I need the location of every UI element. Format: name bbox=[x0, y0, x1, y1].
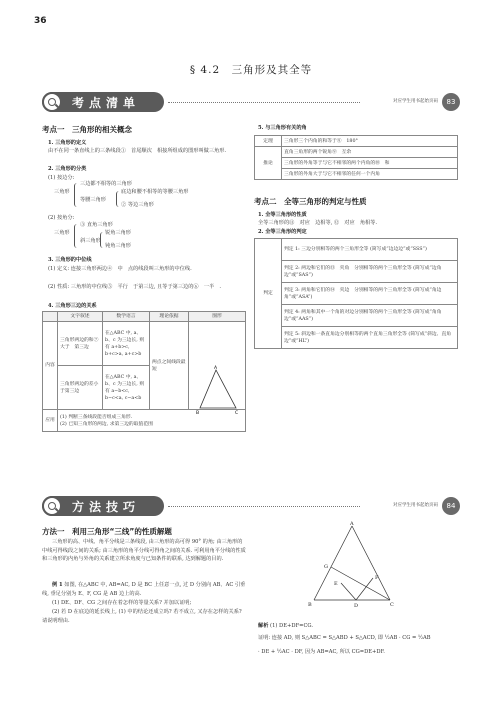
section-page-badge: 84 bbox=[442, 497, 460, 515]
solution-line-2: 证明: 连接 AD, 则 S△ABC = S△ABD + S△ACD, 即 ½AB · CG = ½AB bbox=[258, 635, 431, 641]
example-label: 例 1 bbox=[52, 582, 63, 588]
relation-title: 4. 三角形三边的关系 bbox=[48, 303, 97, 309]
table-cell: 判定 1: 三边分别相等的两个三角形全等 (简写成“边边边”或“SSS”) bbox=[282, 239, 458, 261]
midline-def: (1) 定义: 连接三角形两边④ 中 点的线段叫三角形的中位线. bbox=[48, 266, 192, 272]
question-2: (2) 若 D 在底边的延长线上, (1) 中的结论还成立吗? 若不成立, 又存在怎样的关系? 请说明理由. bbox=[42, 609, 242, 624]
triangle-diagram bbox=[196, 364, 240, 416]
angle-oblique: 斜三角形 bbox=[80, 238, 101, 244]
angle-right: ③ 直角三角形 bbox=[80, 222, 113, 228]
method-heading: 方法一 利用三角形“三线”的性质解题 bbox=[42, 527, 172, 536]
side-isosceles: 等腰三角形 bbox=[80, 197, 106, 203]
vertex-label: D bbox=[354, 603, 359, 608]
angle-table-title: 5. 与三角形有关的角 bbox=[258, 125, 307, 131]
kd1-heading: 考点一 三角形的相关概念 bbox=[42, 125, 132, 134]
col-header: 数学语言 bbox=[103, 312, 150, 322]
col-header: 理论依据 bbox=[150, 312, 189, 322]
table-cell: 直角三角形的两个锐角⑨ 互余 bbox=[282, 147, 458, 158]
row-label: 内容 bbox=[43, 322, 58, 410]
section-page-badge: 83 bbox=[442, 93, 460, 111]
table-cell: 三角形三个内角的和等于⑧ 180° bbox=[282, 136, 458, 147]
table-cell: 三角形两边的差小于第三边 bbox=[58, 366, 103, 410]
vertex-label: C bbox=[235, 411, 239, 416]
kd2-heading: 考点二 全等三角形的判定与性质 bbox=[254, 197, 367, 206]
vertex-label: A bbox=[350, 521, 354, 527]
vertex-label: F bbox=[375, 575, 379, 581]
vertex-label: B bbox=[196, 411, 200, 416]
table-cell: 三角形两边的和⑦ 大于 第三边 bbox=[58, 322, 103, 366]
vertex-label: G bbox=[324, 564, 328, 570]
method-paragraph: 三角形的高、中线、角平分线是三条线段, 由三角形的高可得 90° 的角; 由三角形的中线可得线段之间的关系; 由三角形的角平分线可得角之间的关系. 可利用角平分线的性质和三角形的内角与外角的关系建立所求角度与已知条件的联系, 达到解题的目的. bbox=[42, 539, 246, 563]
section-note: 对应学生用书起始页码 bbox=[393, 99, 438, 104]
question-1: (1) DE、DF、CG 之间存在着怎样的等量关系? 并加以证明; bbox=[52, 600, 192, 606]
brace bbox=[74, 224, 79, 248]
search-icon bbox=[42, 496, 62, 516]
table-cell: 判定 3: 两角和它们的⑭ 夹边 分别相等的两个三角形全等 (简写成“角边角”或“ASA”) bbox=[282, 283, 458, 305]
row-label: 定理 bbox=[255, 136, 282, 147]
vertex-label: B bbox=[308, 602, 312, 608]
row-label: 推论 bbox=[255, 147, 282, 180]
section-title: 方法技巧 bbox=[72, 500, 141, 514]
table-cell: 三角形的外角等于与它不相邻的两个内角的⑩ 和 bbox=[282, 158, 458, 169]
section-band-fangfa bbox=[42, 496, 460, 516]
search-icon bbox=[42, 92, 62, 112]
solution-label: 解析 bbox=[258, 623, 269, 629]
example-figure bbox=[300, 520, 404, 608]
congruent-judge-title: 2. 全等三角形的判定 bbox=[258, 229, 307, 235]
col-header: 文字叙述 bbox=[58, 312, 103, 322]
table-cell: 判定 2: 两边和它们的⑬ 夹角 分别相等的两个三角形全等 (简写成“边角边”或“SAS”) bbox=[282, 261, 458, 283]
judge-table bbox=[254, 238, 458, 349]
table-cell: 判定 5: 斜边和一条直角边分别相等的两个直角三角形全等 (简写成“斜边、直角边”或“HL”) bbox=[282, 327, 458, 349]
side-iso-a: 底边和腰不相等的等腰三角形 bbox=[121, 189, 189, 195]
table-cell: 在△ABC 中, a、b、c 为三边长, 则有 a+b>c, b+c>a, a+c>b bbox=[103, 322, 150, 366]
vertex-label: E bbox=[334, 581, 338, 587]
by-angle-label: (2) 按角分: bbox=[48, 215, 75, 221]
table-cell: (2) 已知三角形的两边, 求第三边的取值范围 bbox=[60, 421, 153, 427]
angle-acute: 锐角三角形 bbox=[105, 230, 131, 236]
chapter-title: § 4.2 三角形及其全等 bbox=[189, 64, 313, 76]
table-cell: 判定 4: 两角和其中一个角的对边分别相等的两个三角形全等 (简写成“角角边”或“AAS”) bbox=[282, 305, 458, 327]
tri-label-side: 三角形 bbox=[54, 189, 70, 195]
side-iso-b: ② 等边三角形 bbox=[121, 202, 154, 208]
side-scalene: 三边都不相等的三角形 bbox=[80, 181, 132, 187]
table-cell: 三角形的外角大于与它不相邻的任何一个内角 bbox=[282, 169, 458, 180]
example-text bbox=[42, 581, 246, 598]
midline-prop: (2) 性质: 三角形的中位线⑤ 平行 于第三边, 且等于第三边的⑥ 一半 . bbox=[48, 284, 221, 290]
classify-title: 2. 三角形的分类 bbox=[48, 166, 87, 172]
tri-label-angle: 三角形 bbox=[54, 230, 70, 236]
congruent-prop-text: 全等三角形的⑪ 对应 边相等, ⑫ 对应 角相等. bbox=[258, 220, 378, 226]
example-body: 如图, 在△ABC 中, AB=AC, D 是 BC 上任意一点, 过 D 分别向 AB、AC 引垂线, 垂足分别为 E、F, CG 是 AB 边上的高. bbox=[42, 582, 246, 597]
def-text: 由不在同一条直线上的三条线段① 首尾顺次 相接所组成的图形叫做三角形. bbox=[48, 148, 227, 154]
solution-line-3: · DE + ½AC · DF, 因为 AB=AC, 所以 CG=DE+DF. bbox=[258, 649, 385, 655]
def-title: 1. 三角形的定义 bbox=[48, 140, 87, 146]
row-label: 判定 bbox=[255, 239, 282, 349]
angle-obtuse: 钝角三角形 bbox=[105, 243, 131, 249]
section-title: 考点清单 bbox=[72, 96, 141, 110]
section-note: 对应学生用书起始页码 bbox=[393, 503, 438, 508]
by-side-label: (1) 按边分: bbox=[48, 175, 75, 181]
row-label: 应用 bbox=[43, 410, 58, 432]
solution-text: (1) DE+DF=CG. bbox=[270, 623, 314, 629]
col-header: 图形 bbox=[189, 312, 246, 322]
section-band-kaodian bbox=[42, 92, 460, 112]
table-cell: 在△ABC 中, a、b、c 为三边长, 则有 a−b<c, b−c<a, c−a<b bbox=[103, 366, 150, 410]
table-cell: (1) 判断三条线段能否组成三角形. bbox=[60, 414, 133, 420]
vertex-label: A bbox=[214, 366, 218, 371]
brace bbox=[74, 183, 79, 207]
congruent-prop-title: 1. 全等三角形的性质 bbox=[258, 212, 307, 218]
midline-title: 3. 三角形的中位线 bbox=[48, 257, 92, 263]
vertex-label: C bbox=[390, 602, 394, 608]
table-cell: 两点之间线段最短 bbox=[150, 322, 189, 410]
angle-table bbox=[254, 135, 458, 180]
solution-line-1 bbox=[258, 622, 460, 631]
page-number: 36 bbox=[34, 16, 47, 26]
